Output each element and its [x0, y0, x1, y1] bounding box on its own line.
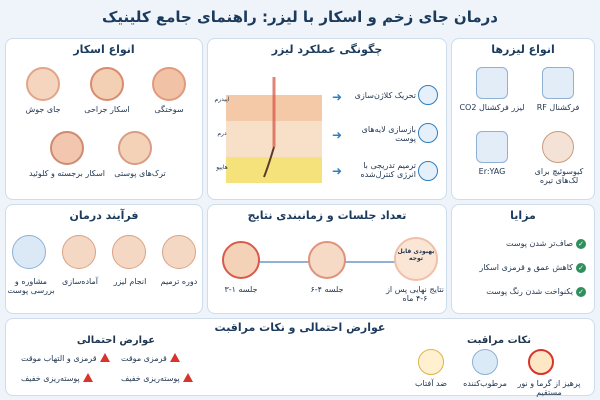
arrow-collagen: ➜	[332, 90, 343, 104]
consultation-icon	[12, 235, 46, 269]
fat-layer	[226, 157, 322, 183]
process-step-consult: مشاوره و بررسی پوست	[7, 277, 55, 296]
surgical-scar-icon	[90, 67, 124, 101]
rf-device-icon	[542, 67, 574, 99]
energy-icon	[418, 161, 438, 181]
sessions-panel	[207, 204, 447, 314]
collagen-icon	[418, 85, 438, 105]
aftercare-title: عوارض احتمالی و نکات مراقبت	[214, 321, 386, 334]
layer-label-epidermis: اپیدرم	[214, 96, 230, 103]
side-effect-row-1	[121, 353, 180, 363]
check-icon: ✓	[576, 263, 586, 273]
no-sun-icon	[528, 349, 554, 375]
moisturizer-icon	[472, 349, 498, 375]
warning-icon	[100, 353, 110, 362]
arrow-repair: ➜	[332, 164, 343, 178]
process-step-laser: انجام لیزر	[113, 277, 147, 286]
mechanism-title: چگونگی عملکرد لیزر	[271, 43, 383, 56]
acne-scar-icon	[26, 67, 60, 101]
process-step-recovery: دوره ترمیم	[160, 277, 198, 286]
result-badge: بهبودی قابل توجه	[397, 248, 435, 262]
effect-collagen: تحریک کلاژن‌سازی	[354, 91, 416, 100]
page-title: درمان جای زخم و اسکار با لیزر: راهنمای جامع کلینیک	[102, 8, 498, 26]
keloid-scar-icon	[50, 131, 84, 165]
scar-label-stretch: ترک‌های پوستی	[114, 169, 166, 178]
session-1-icon	[222, 241, 260, 279]
scar-label-acne: جای جوش	[25, 105, 61, 114]
eryag-device-icon	[476, 131, 508, 163]
side-effects-title: عوارض احتمالی	[76, 335, 156, 346]
sessions-title: تعداد جلسات و زمانبندی نتایج	[247, 209, 407, 222]
laser-label-eryag: Er:YAG	[478, 167, 506, 176]
burn-scar-icon	[152, 67, 186, 101]
benefits-panel	[451, 204, 595, 314]
benefit-tone: یکنواخت شدن رنگ پوست	[486, 287, 573, 296]
benefits-title: مزایا	[510, 209, 536, 222]
scar-label-burn: سوختگی	[154, 105, 184, 114]
stretch-mark-icon	[118, 131, 152, 165]
side-effect-redness: قرمزی موقت	[121, 354, 167, 363]
check-icon: ✓	[576, 287, 586, 297]
laser-label-qswitch: کیوسوئیچ برای لک‌های تیره	[534, 167, 584, 186]
session-label-4-6: جلسه ۴-۶	[310, 285, 344, 294]
care-moisturizer: مرطوب‌کننده	[463, 379, 507, 388]
process-panel	[5, 204, 203, 314]
warning-icon	[183, 373, 193, 382]
scar-label-keloid: اسکار برجسته و کلوئید	[29, 169, 105, 178]
benefit-row-depth	[479, 263, 586, 273]
arrow-layers: ➜	[332, 128, 343, 142]
side-effect-row-4	[21, 373, 93, 383]
benefit-row-tone	[486, 287, 586, 297]
laser-label-rf: فرکشنال RF	[536, 103, 580, 112]
care-no-sun: پرهیز از گرما و نور مستقیم	[517, 379, 581, 398]
warning-icon	[83, 373, 93, 382]
side-effect-peeling-1: پوسته‌ریزی خفیف	[121, 374, 180, 383]
session-label-1-3: جلسه ۱-۳	[224, 285, 258, 294]
layer-label-hypodermis: هایپو	[216, 164, 228, 171]
laser-label-co2: لیزر فرکشنال CO2	[459, 103, 525, 112]
laser-procedure-icon	[112, 235, 146, 269]
scar-label-surgical: اسکار جراحی	[84, 105, 130, 114]
qswitch-icon	[542, 131, 574, 163]
preparation-icon	[62, 235, 96, 269]
side-effect-row-3	[121, 373, 193, 383]
aftercare-panel	[5, 318, 595, 396]
effect-repair: ترمیم تدریجی با انرژی کنترل‌شده	[360, 161, 416, 180]
laser-types-title: انواع لیزرها	[491, 43, 555, 56]
process-step-prep: آماده‌سازی	[62, 277, 98, 286]
side-effect-inflammation: قرمزی و التهاب موقت	[21, 354, 97, 363]
care-title: نکات مراقبت	[467, 335, 531, 346]
warning-icon	[170, 353, 180, 362]
effect-layers: بازسازی لایه‌های پوست	[361, 125, 416, 144]
sunscreen-icon	[418, 349, 444, 375]
process-title: فرآیند درمان	[69, 209, 139, 222]
session-2-icon	[308, 241, 346, 279]
benefit-depth: کاهش عمق و قرمزی اسکار	[479, 263, 573, 272]
check-icon: ✓	[576, 239, 586, 249]
layer-label-dermis: درم	[217, 130, 227, 137]
co2-device-icon	[476, 67, 508, 99]
session-label-final: نتایج نهایی پس از ۶-۴ ماه	[386, 285, 444, 304]
laser-types-panel	[451, 38, 595, 200]
side-effect-row-2	[21, 353, 110, 363]
benefit-row-smooth	[506, 239, 586, 249]
scar-types-panel	[5, 38, 203, 200]
mechanism-panel	[207, 38, 447, 200]
layers-icon	[418, 123, 438, 143]
scar-types-title: انواع اسکار	[73, 43, 135, 56]
side-effect-peeling-2: پوسته‌ریزی خفیف	[21, 374, 80, 383]
benefit-smooth: صاف‌تر شدن پوست	[506, 239, 573, 248]
care-sunscreen: ضد آفتاب	[415, 379, 447, 388]
recovery-icon	[162, 235, 196, 269]
